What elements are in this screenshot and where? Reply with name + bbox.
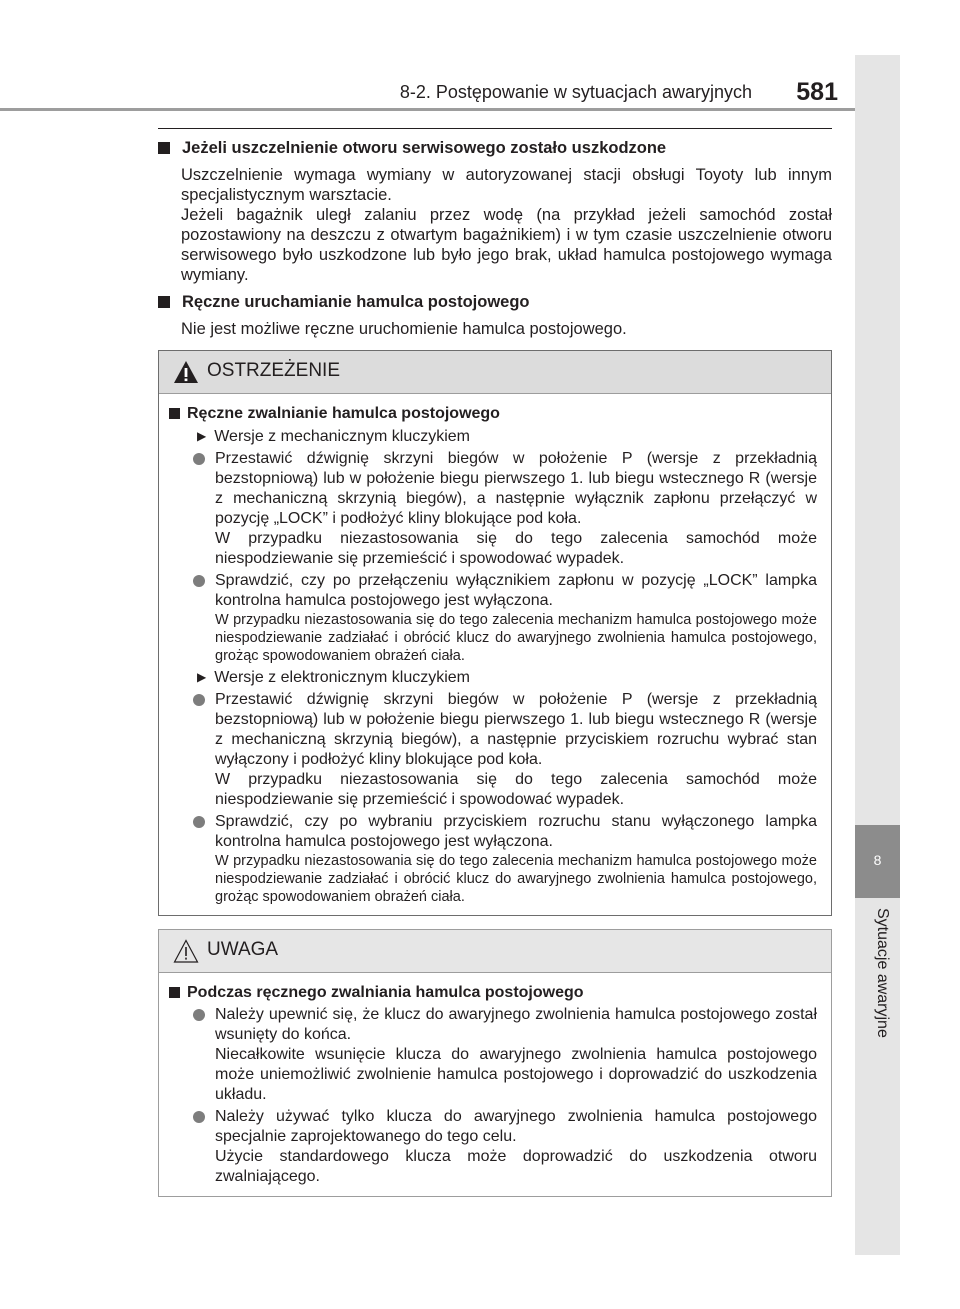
paragraph: Jeżeli bagażnik uległ zalaniu przez wodę (na przykład jeżeli samochód został pozostawiony na deszczu z otwartym bagażnikiem) i w tym czasie uszczelnienie otworu serwisowego było uszkodzone lub było jego brak, układ hamulca postojowego wymaga wymiany. [181, 206, 832, 284]
list-item-note: W przypadku niezastosowania się do tego zalecenia samochód może niespodziewanie się przemieścić i spowodować wypadek. [215, 530, 817, 567]
list-item [193, 1005, 817, 1105]
square-bullet-icon [169, 408, 180, 419]
list-item-text: Sprawdzić, czy po przełączeniu wyłącznikiem zapłonu w pozycję „LOCK” lampka kontrolna hamulca postojowego jest wyłączona. [215, 572, 817, 609]
list-item-note: Niecałkowite wsunięcie klucza do awaryjnego zwolnienia hamulca postojowego może uniemożliwić zwolnienie hamulca postojowego i doprowadzić do uszkodzenia układu. [215, 1046, 817, 1103]
version-group [197, 667, 817, 688]
list-item [193, 449, 817, 569]
section-heading-text: Jeżeli uszczelnienie otworu serwisowego zostało uszkodzone [182, 139, 667, 157]
square-bullet-icon [158, 142, 170, 154]
page-header [160, 78, 840, 108]
section-heading [158, 137, 832, 159]
notice-heading [169, 983, 817, 1003]
list-item [193, 1107, 817, 1187]
list-item [193, 812, 817, 906]
notice-box-header [159, 930, 831, 973]
paragraph: Nie jest możliwe ręczne uruchomienie hamulca postojowego. [181, 320, 627, 338]
notice-heading-text: Podczas ręcznego zwalniania hamulca postojowego [187, 984, 584, 1001]
version-group-text: Wersje z mechanicznym kluczykiem [214, 428, 470, 445]
notice-box-body [159, 973, 831, 1187]
dot-bullet-icon [193, 575, 205, 587]
square-bullet-icon [158, 296, 170, 308]
warning-box [158, 350, 832, 916]
warning-heading [169, 404, 817, 424]
page-number: 581 [796, 78, 838, 106]
square-bullet-icon [169, 987, 180, 998]
section-heading-text: Ręczne uruchamianie hamulca postojowego [182, 293, 530, 311]
warning-triangle-icon [173, 360, 199, 384]
paragraph: Uszczelnienie wymaga wymiany w autoryzowanej stacji obsługi Toyoty lub innym specjalistycznym warsztacie. [181, 166, 832, 204]
side-tab-number: 8 [873, 852, 882, 868]
dot-bullet-icon [193, 1009, 205, 1021]
section-heading [158, 291, 832, 313]
list-item-text: Przestawić dźwignię skrzyni biegów w położenie P (wersje z przekładnią bezstopniową) lub w położenie biegu pierwszego 1. lub biegu wstecznego R (wersje z mechaniczną skrzynią biegów), a następnie przyciskiem rozruchu wybrać stan wyłączony i podłożyć kliny blokujące pod koła. [215, 691, 817, 768]
list-item-note: W przypadku niezastosowania się do tego zalecenia mechanizm hamulca postojowego może niespodziewanie zadziałać i obrócić klucz do awaryjnego zwolnienia hamulca postojowego, grożąc spowodowaniem obrażeń ciała. [215, 612, 817, 664]
list-item-text: Przestawić dźwignię skrzyni biegów w położenie P (wersje z przekładnią bezstopniową) lub w położenie biegu pierwszego 1. lub biegu wstecznego R (wersje z mechaniczną skrzynią biegów), a następnie wyłącznik zapłonu przełączyć w pozycję „LOCK” i podłożyć kliny blokujące pod koła. [215, 450, 817, 527]
notice-box [158, 929, 832, 1197]
warning-heading-text: Ręczne zwalnianie hamulca postojowego [187, 405, 500, 422]
list-item-note: W przypadku niezastosowania się do tego zalecenia samochód może niespodziewanie się przemieścić i spowodować wypadek. [215, 771, 817, 808]
caution-triangle-icon [173, 939, 199, 963]
header-title: 8-2. Postępowanie w sytuacjach awaryjnych [399, 82, 752, 102]
list-item-text: Należy upewnić się, że klucz do awaryjnego zwolnienia hamulca postojowego został wsunięty do końca. [215, 1006, 817, 1043]
list-item-text: Należy używać tylko klucza do awaryjnego zwolnienia hamulca postojowego specjalnie zaprojektowanego do tego celu. [215, 1108, 817, 1145]
side-tab-label-wrap [853, 908, 901, 1108]
dot-bullet-icon [193, 816, 205, 828]
notice-label: UWAGA [207, 939, 279, 960]
warning-label: OSTRZEŻENIE [207, 360, 341, 381]
dot-bullet-icon [193, 453, 205, 465]
arrow-right-icon: ▶ [197, 670, 207, 684]
header-rule [0, 108, 855, 111]
version-group [197, 426, 817, 447]
side-tab-label: Sytuacje awaryjne [874, 908, 891, 1038]
dot-bullet-icon [193, 1111, 205, 1123]
dot-bullet-icon [193, 694, 205, 706]
arrow-right-icon: ▶ [197, 429, 207, 443]
content-top-rule [158, 128, 832, 129]
main-content [158, 128, 832, 339]
list-item-note: Użycie standardowego klucza może doprowadzić do uszkodzenia otworu zwalniającego. [215, 1148, 817, 1185]
list-item-note: W przypadku niezastosowania się do tego zalecenia mechanizm hamulca postojowego może niespodziewanie zadziałać i obrócić klucz do awaryjnego zwolnienia hamulca postojowego, grożąc spowodowaniem obrażeń ciała. [215, 853, 817, 905]
list-item [193, 571, 817, 665]
warning-box-header [159, 351, 831, 394]
warning-box-body [159, 394, 831, 906]
list-item [193, 690, 817, 810]
list-item-text: Sprawdzić, czy po wybraniu przyciskiem rozruchu stanu wyłączonego lampka kontrolna hamulca postojowego jest wyłączona. [215, 813, 817, 850]
version-group-text: Wersje z elektronicznym kluczykiem [214, 669, 470, 686]
